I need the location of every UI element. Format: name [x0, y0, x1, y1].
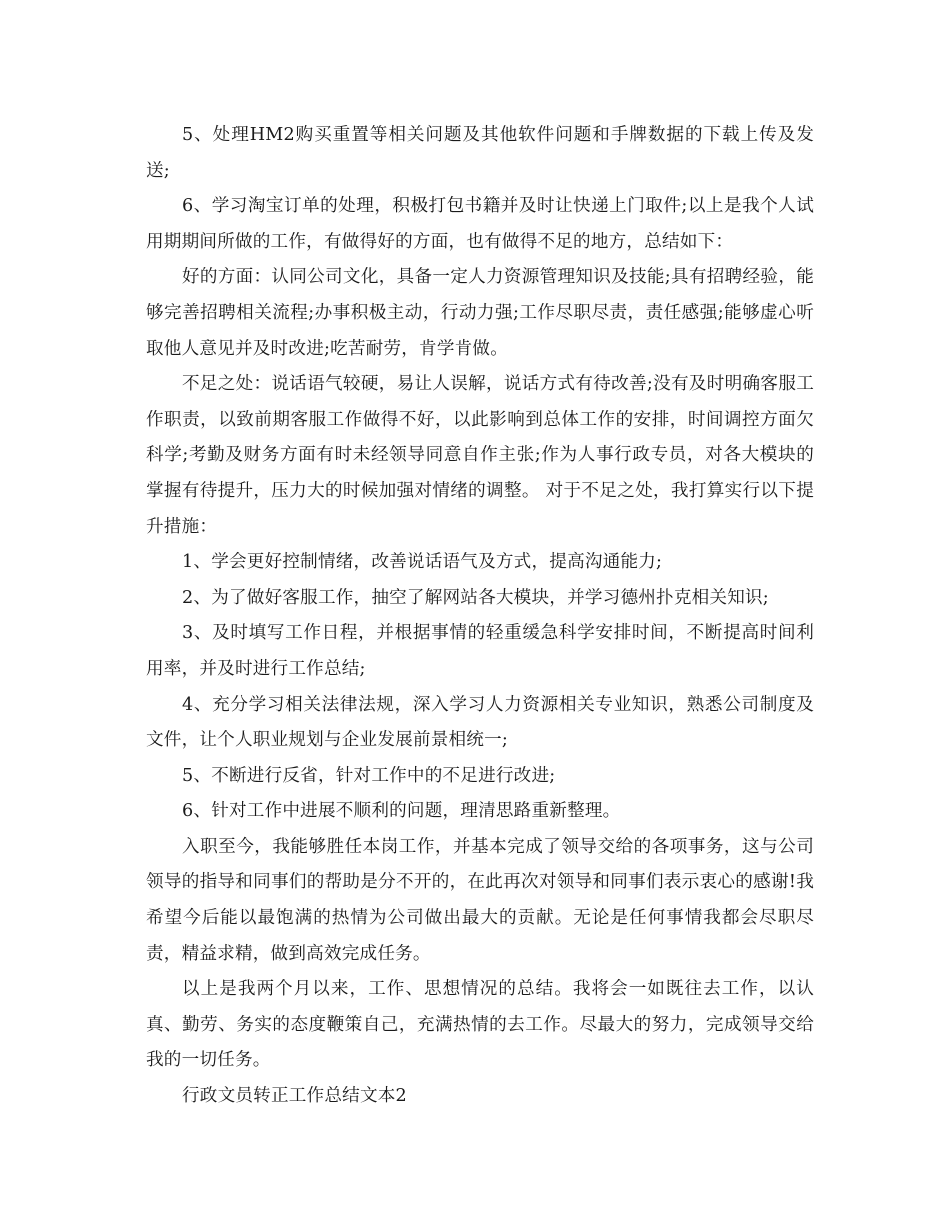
paragraph-strengths: 好的方面：认同公司文化，具备一定人力资源管理知识及技能;具有招聘经验，能够完善招聘相关流程;办事积极主动，行动力强;工作尽职尽责，责任感强;能够虚心听取他人意见并及时改进;吃苦耐劳，肯学肯做。 — [146, 267, 814, 359]
paragraph-weaknesses: 不足之处：说话语气较硬，易让人误解，说话方式有待改善;没有及时明确客服工作职责，以致前期客服工作做得不好，以此影响到总体工作的安排，时间调控方面欠科学;考勤及财务方面有时未经领导同意自作主张;作为人事行政专员，对各大模块的掌握有待提升，压力大的时候加强对情绪的调整。 对于不足之处，我打算实行以下提升措施： — [146, 374, 814, 537]
paragraph-conclusion: 以上是我两个月以来，工作、思想情况的总结。我将会一如既往去工作，以认真、勤劳、务实的态度鞭策自己，充满热情的去工作。尽最大的努力，完成领导交给我的一切任务。 — [146, 979, 814, 1071]
document-body — [146, 118, 814, 1115]
paragraph-measure-2: 2、为了做好客服工作，抽空了解网站各大模块，并学习德州扑克相关知识; — [182, 587, 769, 608]
section-heading: 行政文员转正工作总结文本2 — [182, 1086, 407, 1107]
paragraph-measure-5: 5、不断进行反省，针对工作中的不足进行改进; — [182, 765, 556, 786]
paragraph-measure-4: 4、充分学习相关法律法规，深入学习人力资源相关专业知识，熟悉公司制度及文件，让个人职业规划与企业发展前景相统一; — [146, 694, 814, 751]
paragraph-measure-6: 6、针对工作中进展不顺利的问题，理清思路重新整理。 — [182, 801, 621, 822]
paragraph-measure-3: 3、及时填写工作日程，并根据事情的轻重缓急科学安排时间，不断提高时间利用率，并及时进行工作总结; — [146, 623, 814, 679]
paragraph-item-5-software: 5、处理HM2购买重置等相关问题及其他软件问题和手牌数据的下载上传及发送; — [146, 125, 814, 181]
paragraph-gratitude: 入职至今，我能够胜任本岗工作，并基本完成了领导交给的各项事务，这与公司领导的指导和同事们的帮助是分不开的，在此再次对领导和同事们表示衷心的感谢!我希望今后能以最饱满的热情为公司做出最大的贡献。无论是任何事情我都会尽职尽责，精益求精，做到高效完成任务。 — [146, 836, 814, 964]
paragraph-item-6-taobao: 6、学习淘宝订单的处理，积极打包书籍并及时让快递上门取件;以上是我个人试用期期间所做的工作，有做得好的方面，也有做得不足的地方，总结如下： — [146, 196, 814, 252]
paragraph-measure-1: 1、学会更好控制情绪，改善说话语气及方式，提高沟通能力; — [182, 552, 663, 573]
